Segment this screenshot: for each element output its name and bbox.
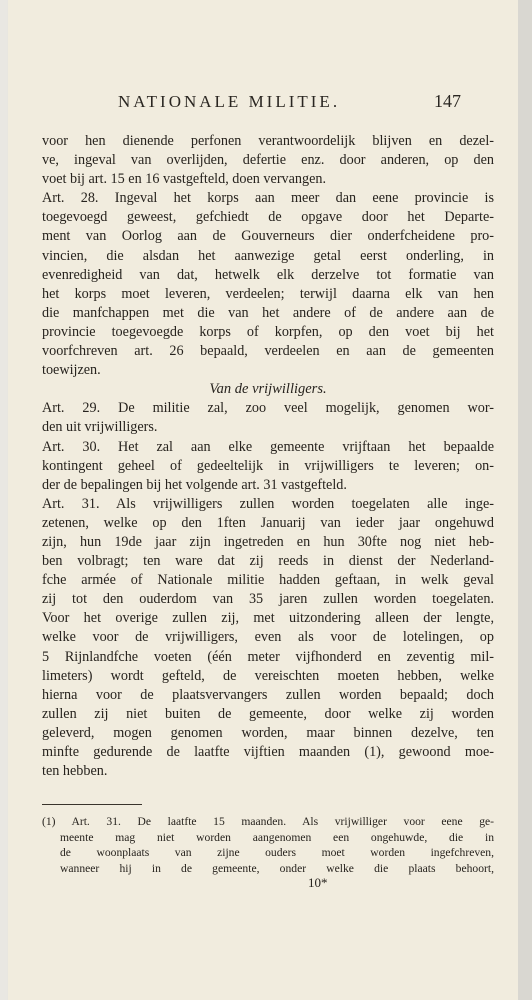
text-line: provincie toegevoegde korps of korpfen, op den voet bij het — [42, 323, 494, 340]
text-line: voet bij art. 15 en 16 vastgefteld, doen vervangen. — [42, 171, 327, 188]
text-line: limeters) wordt gefteld, de vereischten moeten hebben, welke — [42, 667, 494, 684]
footnote-rule — [42, 804, 142, 805]
footnote-line: (1) Art. 31. De laatfte 15 maanden. Als vrijwilliger voor eene ge- — [42, 815, 494, 828]
page-edge — [518, 0, 532, 1000]
text-line: minfte gedurende de laatfte vijftien maanden (1), gewoond moe- — [42, 744, 494, 760]
page-header — [8, 92, 518, 122]
text-line: Art. 31. Als vrijwilligers zullen worden toegelaten alle inge- — [42, 495, 494, 512]
running-title: NATIONALE MILITIE. — [118, 92, 341, 111]
text-line: voor hen dienende perfonen verantwoordelijk blijven en dezel- — [42, 133, 494, 149]
paragraph-art-30 — [42, 438, 494, 495]
text-line: welke voor de vrijwilligers, even als voor de lotelingen, op — [42, 629, 494, 646]
text-line: Art. 29. De militie zal, zoo veel mogelijk, genomen wor- — [42, 400, 494, 417]
footnote-line: meente mag niet worden aangenomen een ongehuwde, die in — [60, 830, 494, 844]
text-line: hierna voor de plaatsvervangers zullen worden bepaald; doch — [42, 686, 494, 703]
text-line: het korps moet leveren, verdeelen; terwijl daarna elk van hen — [42, 285, 494, 302]
text-line: 5 Rijnlandfche voeten (één meter vijfhonderd en zeventig mil- — [42, 648, 494, 665]
text-line: toewijzen. — [42, 362, 101, 379]
text-line: Voor het overige zullen zij, met uitzondering alleen der lengte, — [42, 610, 494, 627]
text-line: die manfchappen met die van het andere of de andere aan de — [42, 304, 494, 321]
text-line: ve, ingeval van overlijden, defertie enz. door anderen, op den — [42, 152, 494, 169]
text-line: zullen zij niet buiten de gemeente, door welke zij worden — [42, 705, 494, 722]
text-line: Art. 28. Ingeval het korps aan meer dan eene provincie is — [42, 190, 494, 207]
footnote — [42, 814, 494, 876]
text-line: fche armée of Nationale militie hadden geftaan, in welk geval — [42, 572, 494, 589]
text-line: ten hebben. — [42, 763, 108, 780]
paragraph-continuation — [42, 132, 494, 189]
paragraph-art-28 — [42, 189, 494, 380]
body-text — [42, 132, 494, 781]
footnote-line: wanneer hij in de gemeente, onder welke die plaats behoort, — [60, 861, 494, 875]
text-line: voorfchreven art. 26 bepaald, verdeelen en aan de gemeenten — [42, 343, 494, 360]
text-line: zij tot den ouderdom van 35 jaren zullen worden toegelaten. — [42, 591, 494, 608]
text-line: den uit vrijwilligers. — [42, 419, 158, 436]
book-page — [8, 0, 518, 1000]
text-line: zetenen, welke op den 1ften Januarij van ieder jaar ongehuwd — [42, 514, 494, 531]
paragraph-art-31 — [42, 495, 494, 781]
section-subheading: Van de vrijwilligers. — [209, 381, 327, 398]
text-line: vincien, die alsdan het aanwezige getal eerst onderling, in — [42, 247, 494, 264]
text-line: ben volbragt; ten ware dat zij reeds in dienst der Nederland- — [42, 553, 494, 570]
text-line: zijn, hun 19de jaar zijn ingetreden en hun 30fte nog niet heb- — [42, 533, 494, 550]
footnote-line: de woonplaats van zijne ouders moet worden ingefchreven, — [60, 846, 494, 860]
text-line: Art. 30. Het zal aan elke gemeente vrijftaan het bepaalde — [42, 438, 494, 455]
text-line: kontingent geheel of gedeeltelijk in vrijwilligers te leveren; on- — [42, 457, 494, 474]
text-line: geleverd, mogen genomen worden, maar binnen dezelve, ten — [42, 724, 494, 741]
text-line: evenredigheid van dat, hetwelk elk derzelve tot formatie van — [42, 266, 494, 283]
page-number: 147 — [434, 91, 461, 111]
text-line: ment van Oorlog aan de Gouverneurs dier onderfcheidene pro- — [42, 228, 494, 245]
paragraph-art-29 — [42, 399, 494, 437]
text-line: toegevoegd geweest, gefchiedt de opgave door het Departe- — [42, 209, 494, 226]
text-line: der de bepalingen bij het volgende art. 31 vastgefteld. — [42, 476, 347, 493]
signature-mark: 10* — [308, 875, 328, 890]
